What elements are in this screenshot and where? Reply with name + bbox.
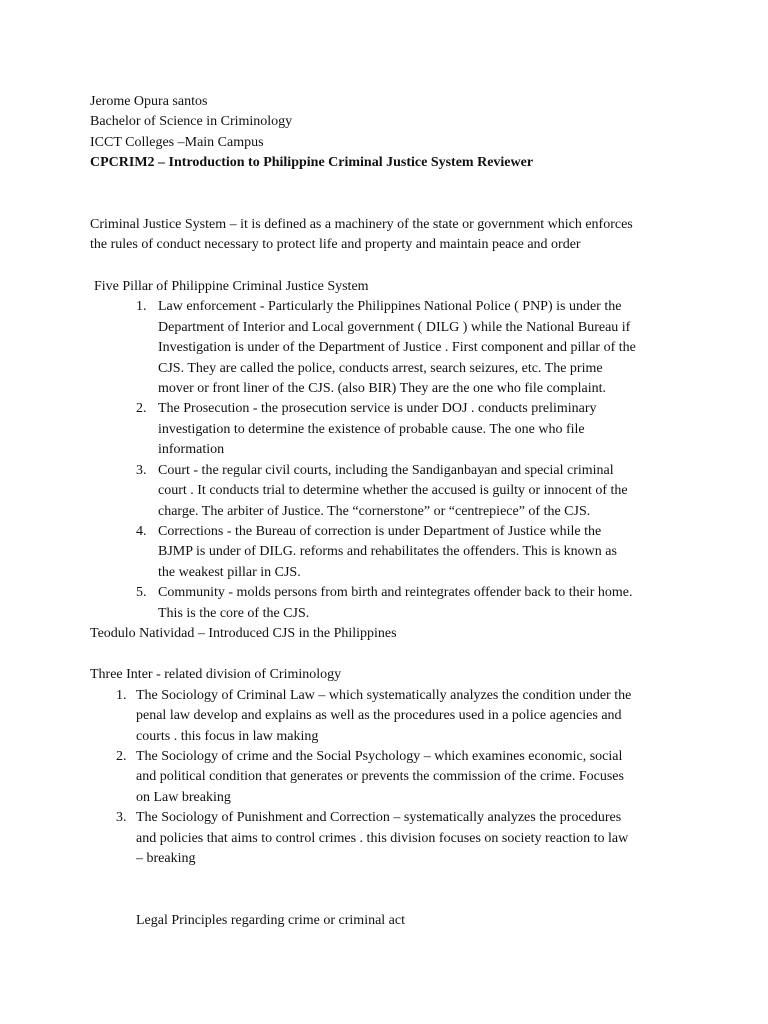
author-name: Jerome Opura santos [90, 94, 208, 109]
pillar-text: mover or front liner of the CJS. (also BIR) They are the one who file complaint. [158, 381, 607, 396]
pillar-text: charge. The arbiter of Justice. The “cornerstone” or “centrepiece” of the CJS. [158, 504, 591, 519]
pillar-text: CJS. They are called the police, conducts arrest, search seizures, etc. The prime [158, 361, 603, 376]
division-number: 2. [116, 749, 127, 764]
natividad-note: Teodulo Natividad – Introduced CJS in the Philippines [90, 626, 397, 641]
division-text: courts . this focus in law making [136, 729, 319, 744]
division-number: 3. [116, 810, 127, 825]
course-name: Bachelor of Science in Criminology [90, 114, 293, 129]
definition-line-2: the rules of conduct necessary to protect life and property and maintain peace and order [90, 237, 581, 252]
division-text: and political condition that generates or prevents the commission of the crime. Focuses [136, 769, 624, 784]
pillar-number: 3. [136, 463, 147, 478]
pillar-text: BJMP is under of DILG. reforms and rehabilitates the offenders. This is known as [158, 544, 617, 559]
pillar-text: This is the core of the CJS. [158, 606, 310, 621]
division-text: penal law develop and explains as well as the procedures used in a police agencies and [136, 708, 622, 723]
pillar-text: Investigation is under of the Department of Justice . First component and pillar of the [158, 340, 636, 355]
division-text: on Law breaking [136, 790, 231, 805]
pillar-text: information [158, 442, 225, 457]
pillar-number: 1. [136, 299, 147, 314]
division-text: The Sociology of Criminal Law – which systematically analyzes the condition under the [136, 688, 632, 703]
pillar-text: The Prosecution - the prosecution service is under DOJ . conducts preliminary [158, 401, 597, 416]
pillar-text: Community - molds persons from birth and reintegrates offender back to their home. [158, 585, 633, 600]
pillar-number: 2. [136, 401, 147, 416]
divisions-heading: Three Inter - related division of Criminology [90, 667, 342, 682]
division-text: – breaking [136, 851, 196, 866]
pillar-text: Corrections - the Bureau of correction is under Department of Justice while the [158, 524, 602, 539]
school-name: ICCT Colleges –Main Campus [90, 135, 264, 150]
definition-line-1: Criminal Justice System – it is defined as a machinery of the state or government which enforces [90, 217, 633, 232]
pillar-text: investigation to determine the existence of probable cause. The one who file [158, 422, 585, 437]
pillar-text: Department of Interior and Local government ( DILG ) while the National Bureau if [158, 320, 631, 335]
pillar-text: the weakest pillar in CJS. [158, 565, 301, 580]
division-number: 1. [116, 688, 127, 703]
division-text: The Sociology of Punishment and Correction – systematically analyzes the procedures [136, 810, 622, 825]
pillar-text: Law enforcement - Particularly the Philippines National Police ( PNP) is under the [158, 299, 622, 314]
division-text: and policies that aims to control crimes . this division focuses on society reaction to law [136, 831, 629, 846]
document-title: CPCRIM2 – Introduction to Philippine Criminal Justice System Reviewer [90, 155, 534, 170]
division-text: The Sociology of crime and the Social Psychology – which examines economic, social [136, 749, 623, 764]
legal-principles-heading: Legal Principles regarding crime or criminal act [136, 913, 406, 928]
pillar-text: Court - the regular civil courts, including the Sandiganbayan and special criminal [158, 463, 614, 478]
pillar-text: court . It conducts trial to determine whether the accused is guilty or innocent of the [158, 483, 628, 498]
pillar-number: 4. [136, 524, 147, 539]
pillars-heading: Five Pillar of Philippine Criminal Justice System [94, 279, 369, 294]
pillar-number: 5. [136, 585, 147, 600]
